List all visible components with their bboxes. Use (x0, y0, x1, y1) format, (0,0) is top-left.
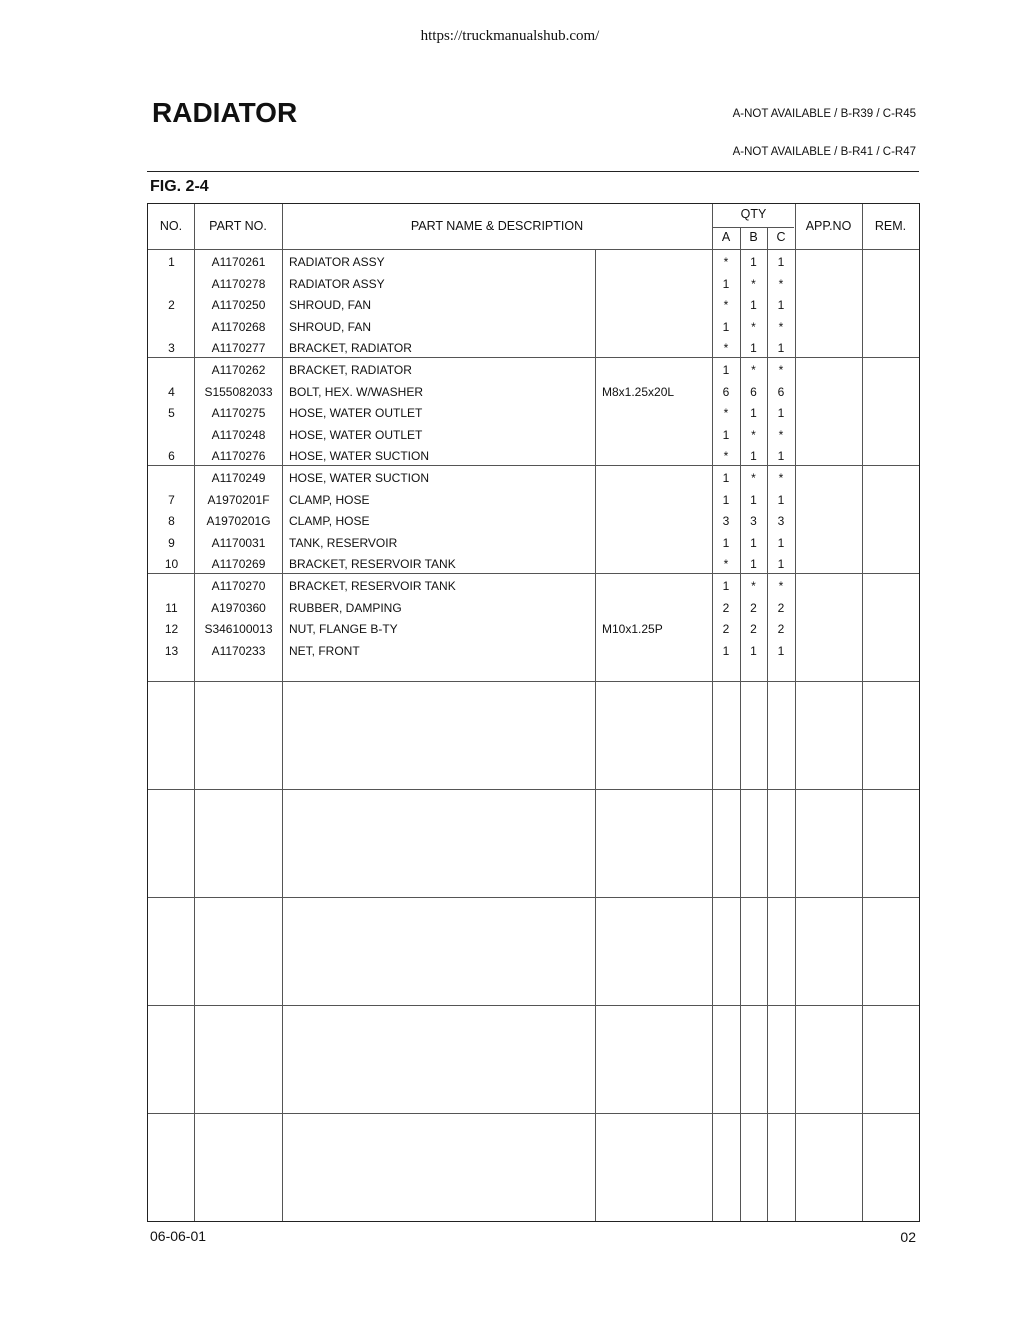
table-row (148, 533, 919, 554)
part-name: BRACKET, RADIATOR (289, 341, 412, 356)
qty-c: 1 (777, 492, 785, 507)
item-number: 9 (168, 535, 175, 550)
qty-a: 2 (722, 600, 730, 615)
qty-a: * (723, 341, 729, 356)
qty-a: 1 (722, 427, 730, 442)
qty-c: 1 (777, 449, 785, 464)
qty-c: * (778, 363, 784, 377)
part-name: RADIATOR ASSY (289, 255, 385, 269)
qty-b: 3 (750, 514, 757, 529)
qty-c: 1 (777, 557, 785, 572)
qty-b: 2 (750, 622, 757, 637)
qty-c: 1 (777, 341, 785, 356)
table-row (148, 490, 919, 511)
part-name: HOSE, WATER OUTLET (289, 427, 423, 442)
table-row (148, 317, 919, 338)
table-row (148, 641, 919, 662)
qty-c: * (778, 276, 784, 291)
part-name: BRACKET, RADIATOR (289, 363, 412, 377)
table-row (148, 598, 919, 619)
item-number: 13 (164, 643, 179, 658)
qty-c: 1 (777, 535, 785, 550)
part-number: A1970201G (206, 514, 271, 529)
qty-b: * (751, 427, 756, 442)
table-row (148, 425, 919, 446)
part-name: HOSE, WATER SUCTION (289, 471, 430, 485)
qty-b: 1 (750, 341, 757, 356)
part-number: A1170250 (211, 298, 266, 313)
source-url[interactable]: https://truckmanualshub.com/ (420, 28, 600, 44)
qty-b: 1 (750, 535, 757, 550)
qty-b: * (751, 363, 756, 377)
qty-c: 2 (777, 622, 785, 637)
header-qty: QTY (740, 207, 767, 221)
table-row (148, 576, 919, 597)
table-row (148, 511, 919, 532)
qty-a: 3 (722, 514, 730, 529)
qty-b: 2 (750, 600, 757, 615)
part-number: A1970360 (211, 600, 266, 615)
qty-header-divider (712, 227, 794, 228)
header-no: NO. (159, 219, 183, 233)
part-number: S346100013 (204, 622, 273, 637)
qty-a: * (723, 406, 729, 421)
table-row (148, 382, 919, 403)
part-number: A1170268 (211, 319, 266, 334)
part-name: CLAMP, HOSE (289, 492, 370, 507)
qty-b: 1 (750, 406, 757, 421)
qty-a: * (723, 298, 729, 313)
part-number: A1170278 (211, 276, 266, 291)
header-part-no: PART NO. (209, 219, 267, 233)
qty-c: 3 (777, 514, 785, 529)
item-number: 11 (165, 600, 178, 615)
qty-c: 1 (777, 643, 785, 658)
qty-c: 1 (777, 298, 785, 313)
item-number: 7 (168, 492, 175, 507)
header-app-no: APP.NO (805, 219, 852, 233)
qty-a: 6 (722, 384, 730, 399)
part-name: RADIATOR ASSY (289, 276, 385, 291)
item-number: 12 (164, 622, 179, 637)
qty-b: 6 (750, 384, 757, 399)
group-divider (148, 789, 919, 790)
part-name: NUT, FLANGE B-TY (289, 622, 398, 637)
part-name: NET, FRONT (289, 643, 360, 658)
parts-table (147, 203, 920, 1222)
qty-a: 1 (722, 535, 730, 550)
item-number: 10 (164, 557, 179, 572)
header-rem: REM. (874, 219, 907, 233)
qty-a: * (723, 557, 729, 572)
qty-a: 1 (722, 643, 730, 658)
table-row (148, 403, 919, 424)
part-name: RUBBER, DAMPING (289, 600, 402, 615)
part-number: A1170270 (211, 579, 266, 593)
part-number: A1170276 (211, 449, 266, 464)
part-number: A1170031 (211, 535, 266, 550)
qty-c: 2 (777, 600, 785, 615)
title-divider (147, 171, 919, 172)
header-qty-c: C (776, 230, 786, 244)
part-name: BRACKET, RESERVOIR TANK (289, 557, 456, 572)
qty-b: 1 (750, 255, 757, 269)
qty-b: 1 (750, 492, 757, 507)
qty-a: 1 (722, 492, 730, 507)
availability-note-2: A-NOT AVAILABLE / B-R41 / C-R47 (732, 146, 916, 158)
part-number: A1170275 (211, 406, 266, 421)
item-number: 4 (168, 384, 175, 399)
qty-a: 1 (722, 579, 730, 593)
qty-c: * (778, 471, 784, 485)
part-number: A1970201F (207, 492, 270, 507)
qty-c: * (778, 579, 784, 593)
qty-a: * (723, 255, 729, 269)
header-bottom-rule (148, 249, 919, 250)
revision-date: 06-06-01 (150, 1228, 207, 1244)
item-number: 5 (168, 406, 175, 421)
part-number: A1170277 (211, 341, 266, 356)
figure-label: FIG. 2-4 (150, 178, 209, 195)
header-qty-a: A (721, 230, 731, 244)
qty-a: 1 (722, 363, 730, 377)
part-name: SHROUD, FAN (289, 319, 372, 334)
part-name: CLAMP, HOSE (289, 514, 370, 529)
table-row (148, 554, 919, 575)
qty-a: * (723, 449, 729, 464)
table-row (148, 274, 919, 295)
part-name: BRACKET, RESERVOIR TANK (289, 579, 456, 593)
header-qty-b: B (749, 230, 758, 244)
table-row (148, 338, 919, 359)
table-row (148, 619, 919, 640)
part-number: A1170262 (211, 363, 266, 377)
item-number: 3 (168, 341, 175, 356)
qty-c: * (778, 427, 784, 442)
group-divider (148, 897, 919, 898)
group-divider (148, 681, 919, 682)
item-number: 6 (168, 449, 175, 464)
qty-b: 1 (750, 643, 757, 658)
part-number: S155082033 (204, 384, 273, 399)
availability-note-1: A-NOT AVAILABLE / B-R39 / C-R45 (732, 108, 916, 120)
part-number: A1170269 (211, 557, 266, 572)
qty-b: * (751, 276, 756, 291)
qty-b: * (751, 579, 756, 593)
qty-a: 2 (722, 622, 730, 637)
table-row (148, 446, 919, 467)
qty-c: 1 (777, 406, 785, 421)
qty-c: 1 (777, 255, 785, 269)
page-number: 02 (900, 1229, 916, 1245)
qty-c: * (778, 319, 784, 334)
table-row (148, 360, 919, 381)
group-divider (148, 1005, 919, 1006)
table-row (148, 468, 919, 489)
part-number: A1170248 (211, 427, 266, 442)
qty-a: 1 (722, 319, 730, 334)
table-row (148, 295, 919, 316)
part-name: TANK, RESERVOIR (289, 535, 398, 550)
item-number: 8 (168, 514, 175, 529)
group-divider (148, 1113, 919, 1114)
qty-b: 1 (750, 557, 757, 572)
qty-b: * (751, 471, 756, 485)
qty-a: 1 (722, 276, 730, 291)
qty-a: 1 (722, 471, 730, 485)
header-part-name: PART NAME & DESCRIPTION (410, 219, 584, 233)
item-number: 2 (168, 298, 175, 313)
qty-b: * (751, 319, 756, 334)
qty-b: 1 (750, 449, 757, 464)
table-row (148, 252, 919, 273)
item-number: 1 (168, 255, 175, 269)
part-name: HOSE, WATER OUTLET (289, 406, 423, 421)
part-name: SHROUD, FAN (289, 298, 372, 313)
part-number: A1170249 (211, 471, 266, 485)
part-number: A1170261 (211, 255, 266, 269)
part-name: BOLT, HEX. W/WASHER (289, 384, 424, 399)
part-name: HOSE, WATER SUCTION (289, 449, 430, 464)
qty-c: 6 (777, 384, 785, 399)
page-title: RADIATOR (152, 97, 298, 128)
part-spec: M8x1.25x20L (602, 384, 675, 399)
part-spec: M10x1.25P (602, 622, 663, 637)
part-number: A1170233 (211, 643, 266, 658)
qty-b: 1 (750, 298, 757, 313)
